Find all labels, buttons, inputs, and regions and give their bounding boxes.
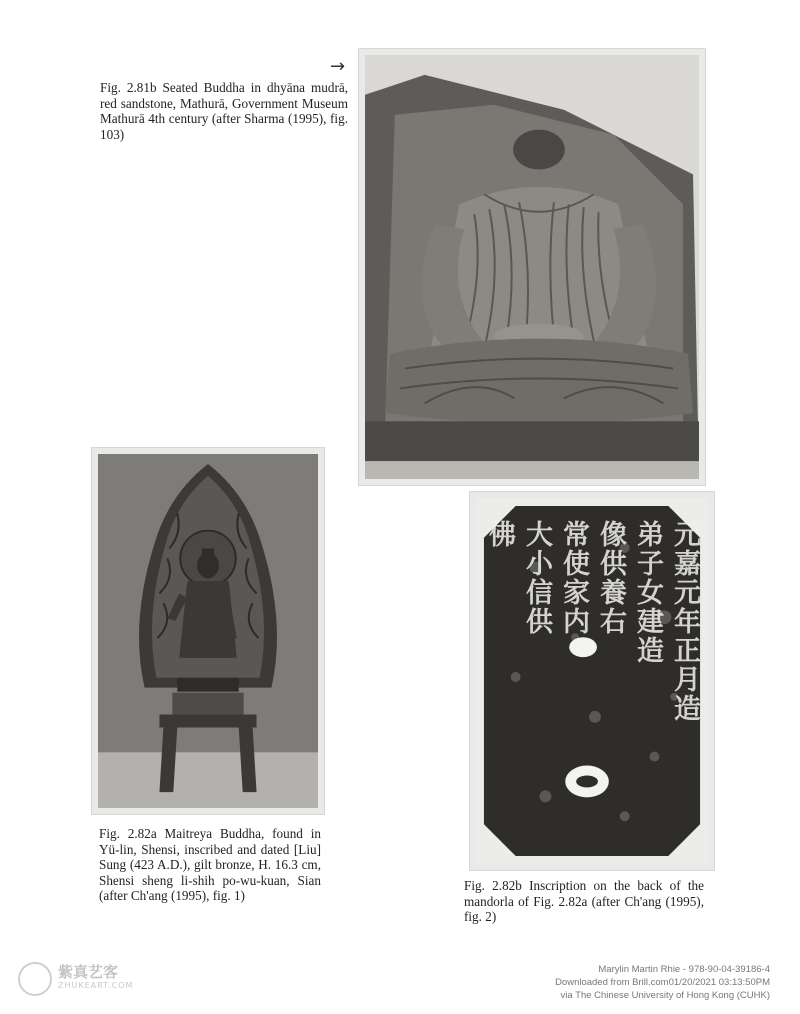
inscription-column: 常使家内 xyxy=(558,520,589,636)
photo-fig-2-82b-inscription xyxy=(469,491,715,871)
footer-line-institution: via The Chinese University of Hong Kong (CUHK) xyxy=(560,990,770,1001)
photo-fig-2-82a-maitreya-buddha xyxy=(91,447,325,815)
inscription-column: 大小信供 xyxy=(521,520,552,636)
inscription-column: 像供養右 xyxy=(595,520,626,636)
inscription-column: 佛 xyxy=(484,520,515,549)
inscription-characters xyxy=(476,498,708,864)
seated-buddha-illustration xyxy=(365,55,699,479)
photo-fig-2-81b-seated-buddha xyxy=(358,48,706,486)
footer-line-author: Marylin Martin Rhie - 978-90-04-39186-4 xyxy=(598,964,770,975)
inscription-column: 元嘉元年正月造 xyxy=(669,520,700,723)
figure-pointer-arrow: → xyxy=(330,56,346,77)
download-footer xyxy=(555,963,770,1002)
watermark-chinese-text: 紫真艺客 xyxy=(58,963,119,981)
caption-fig-2-82b: Fig. 2.82b Inscription on the back of the mandorla of Fig. 2.82a (after Ch'ang (1995), fig. 2) xyxy=(464,878,704,925)
caption-fig-2-82a: Fig. 2.82a Maitreya Buddha, found in Yü-lin, Shensi, inscribed and dated [Liu] Sung (423 A.D.), gilt bronze, H. 16.3 cm, Shensi sheng li-shih po-wu-kuan, Sian (after Ch'ang (1995), fig. 1) xyxy=(99,826,321,904)
maitreya-buddha-illustration xyxy=(98,454,318,808)
inscription-column: 弟子女建造 xyxy=(632,520,663,665)
watermark xyxy=(18,962,133,996)
caption-fig-2-81b: Fig. 2.81b Seated Buddha in dhyāna mudrā, red sandstone, Mathurā, Government Museum Mathurā 4th century (after Sharma (1995), fig. 103) xyxy=(100,80,348,142)
watermark-english-text: ZHUKEART.COM xyxy=(58,981,134,990)
footer-line-download: Downloaded from Brill.com01/20/2021 03:13:50PM xyxy=(555,977,770,988)
watermark-logo-icon xyxy=(18,962,52,996)
